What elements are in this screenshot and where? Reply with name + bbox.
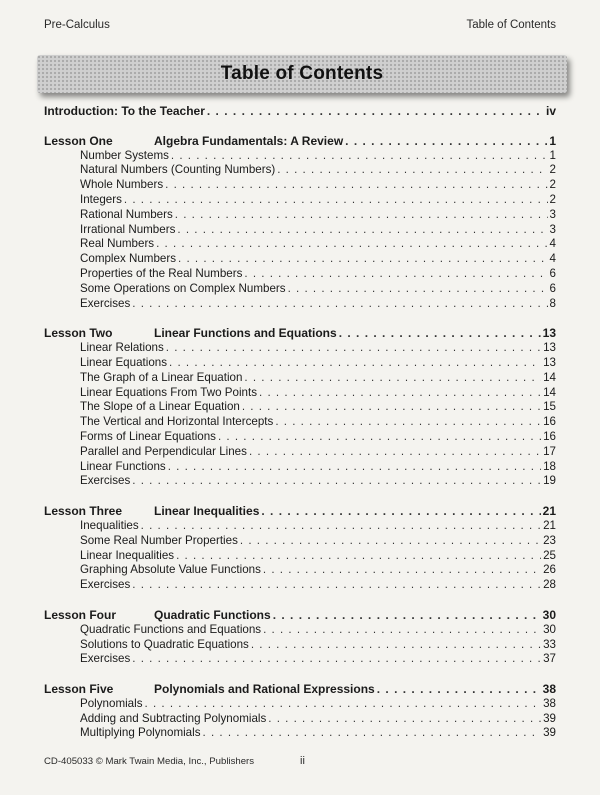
toc-topic-entry <box>44 415 556 430</box>
topic-page: 2 <box>549 192 556 206</box>
toc-topic-entry <box>44 578 556 593</box>
toc-topic-entry <box>44 149 556 164</box>
title-banner <box>37 55 567 93</box>
dot-leader <box>132 297 547 312</box>
dot-leader <box>145 697 542 712</box>
topic-page: 4 <box>549 237 556 251</box>
dot-leader <box>277 163 547 178</box>
topic-label: Exercises <box>80 474 131 488</box>
topic-page: 13 <box>543 341 556 355</box>
topic-page: 4 <box>549 252 556 266</box>
toc-topic-entry <box>44 519 556 534</box>
dot-leader <box>171 149 548 164</box>
intro-label: Introduction: To the Teacher <box>44 104 205 118</box>
header-right: Table of Contents <box>466 19 556 31</box>
footer-page-number: ii <box>300 755 305 767</box>
dot-leader <box>268 712 541 727</box>
toc-topic-entry <box>44 430 556 445</box>
toc-topic-entry <box>44 623 556 638</box>
topic-label: Linear Equations From Two Points <box>80 385 258 399</box>
topic-page: 2 <box>549 163 556 177</box>
header-left: Pre-Calculus <box>44 19 110 31</box>
dot-leader <box>132 578 541 593</box>
topic-page: 19 <box>543 474 556 488</box>
toc-topic-entry <box>44 371 556 386</box>
lesson-number: Lesson Five <box>44 682 114 697</box>
toc-topic-entry <box>44 193 556 208</box>
dot-leader <box>124 193 548 208</box>
page-title: Table of Contents <box>220 63 384 84</box>
topic-label: Quadratic Functions and Equations <box>80 622 262 636</box>
topic-page: 37 <box>543 652 556 666</box>
dot-leader <box>288 282 548 297</box>
lesson-page: 13 <box>542 326 556 341</box>
toc-topic-entry <box>44 445 556 460</box>
toc-topic-entry <box>44 400 556 415</box>
dot-leader <box>244 267 547 282</box>
toc-topic-entry <box>44 163 556 178</box>
topic-label: The Graph of a Linear Equation <box>80 370 243 384</box>
toc-topic-entry <box>44 549 556 564</box>
dot-leader <box>273 608 541 623</box>
section-gap <box>44 119 556 134</box>
dot-leader <box>176 549 541 564</box>
lesson-heading <box>44 608 271 623</box>
dot-leader <box>141 519 541 534</box>
topic-page: 6 <box>549 266 556 280</box>
topic-page: 8 <box>549 296 556 310</box>
topic-page: 16 <box>543 429 556 443</box>
topic-label: Some Real Number Properties <box>80 533 238 547</box>
dot-leader <box>178 252 548 267</box>
table-of-contents <box>44 104 556 741</box>
dot-leader <box>240 534 541 549</box>
toc-topic-entry <box>44 697 556 712</box>
dot-leader <box>259 386 541 401</box>
toc-topic-entry <box>44 341 556 356</box>
toc-topic-entry <box>44 474 556 489</box>
topic-label: Rational Numbers <box>80 207 173 221</box>
dot-leader <box>377 682 541 697</box>
topic-page: 28 <box>543 578 556 592</box>
toc-lesson-entry <box>44 134 556 149</box>
lesson-number: Lesson Four <box>44 607 117 622</box>
topic-page: 39 <box>543 726 556 740</box>
dot-leader <box>263 623 541 638</box>
topic-page: 30 <box>543 622 556 636</box>
topic-label: Parallel and Perpendicular Lines <box>80 444 247 458</box>
topic-label: Complex Numbers <box>80 252 176 266</box>
toc-topic-entry <box>44 563 556 578</box>
topic-label: Adding and Subtracting Polynomials <box>80 711 267 725</box>
toc-topic-entry <box>44 252 556 267</box>
toc-topic-entry <box>44 652 556 667</box>
section-gap <box>44 311 556 326</box>
toc-lesson-entry <box>44 608 556 623</box>
lesson-title: Linear Functions and Equations <box>154 326 337 341</box>
dot-leader <box>166 341 541 356</box>
topic-page: 33 <box>543 637 556 651</box>
toc-lesson-entry <box>44 682 556 697</box>
dot-leader <box>156 237 547 252</box>
dot-leader <box>244 371 541 386</box>
topic-label: Solutions to Quadratic Equations <box>80 637 249 651</box>
toc-topic-entry <box>44 712 556 727</box>
topic-page: 21 <box>543 518 556 532</box>
topic-label: Irrational Numbers <box>80 222 176 236</box>
dot-leader <box>242 400 541 415</box>
topic-page: 39 <box>543 711 556 725</box>
lesson-page: 38 <box>542 682 556 697</box>
toc-topic-entry <box>44 460 556 475</box>
footer-credit: CD-405033 © Mark Twain Media, Inc., Publishers <box>44 756 255 767</box>
lesson-heading <box>44 682 375 697</box>
topic-page: 1 <box>549 148 556 162</box>
dot-leader <box>165 178 547 193</box>
topic-page: 25 <box>543 548 556 562</box>
lesson-heading <box>44 134 343 149</box>
dot-leader <box>169 356 541 371</box>
topic-page: 2 <box>549 178 556 192</box>
topic-page: 17 <box>543 444 556 458</box>
topic-label: Exercises <box>80 578 131 592</box>
topic-label: Exercises <box>80 296 131 310</box>
topic-label: Real Numbers <box>80 237 155 251</box>
topic-label: Properties of the Real Numbers <box>80 266 243 280</box>
dot-leader <box>261 504 540 519</box>
lesson-title: Quadratic Functions <box>154 607 271 622</box>
topic-page: 26 <box>543 563 556 577</box>
dot-leader <box>132 474 541 489</box>
topic-page: 6 <box>549 281 556 295</box>
topic-page: 3 <box>549 207 556 221</box>
topic-label: Natural Numbers (Counting Numbers) <box>80 163 276 177</box>
section-gap <box>44 593 556 608</box>
lesson-page: 30 <box>542 607 556 622</box>
lesson-title: Polynomials and Rational Expressions <box>154 682 375 697</box>
lesson-page: 1 <box>549 133 556 148</box>
toc-topic-entry <box>44 726 556 741</box>
toc-topic-entry <box>44 297 556 312</box>
topic-label: Whole Numbers <box>80 178 164 192</box>
topic-label: Integers <box>80 192 122 206</box>
topic-label: Some Operations on Complex Numbers <box>80 281 286 295</box>
dot-leader <box>263 563 541 578</box>
section-gap <box>44 489 556 504</box>
toc-intro-entry <box>44 104 556 119</box>
section-gap <box>44 667 556 682</box>
intro-page: iv <box>545 104 556 118</box>
topic-page: 18 <box>543 459 556 473</box>
running-header <box>44 19 556 31</box>
topic-label: Multiplying Polynomials <box>80 726 201 740</box>
topic-page: 14 <box>543 385 556 399</box>
toc-lesson-entry <box>44 504 556 519</box>
lesson-number: Lesson One <box>44 133 113 148</box>
topic-page: 23 <box>543 533 556 547</box>
topic-page: 15 <box>543 400 556 414</box>
toc-topic-entry <box>44 638 556 653</box>
topic-page: 16 <box>543 415 556 429</box>
dot-leader <box>168 460 541 475</box>
topic-label: Polynomials <box>80 696 143 710</box>
dot-leader <box>345 134 547 149</box>
dot-leader <box>177 223 547 238</box>
topic-label: The Vertical and Horizontal Intercepts <box>80 415 274 429</box>
topic-label: Inequalities <box>80 518 139 532</box>
lesson-page: 21 <box>542 504 556 519</box>
topic-page: 13 <box>543 355 556 369</box>
toc-topic-entry <box>44 267 556 282</box>
toc-topic-entry <box>44 208 556 223</box>
toc-topic-entry <box>44 386 556 401</box>
lesson-number: Lesson Three <box>44 504 123 519</box>
toc-topic-entry <box>44 178 556 193</box>
topic-label: Linear Relations <box>80 341 164 355</box>
dot-leader <box>207 104 544 119</box>
lesson-title: Linear Inequalities <box>154 504 260 519</box>
topic-page: 38 <box>543 696 556 710</box>
topic-page: 3 <box>549 222 556 236</box>
topic-page: 14 <box>543 370 556 384</box>
dot-leader <box>249 445 541 460</box>
lesson-number: Lesson Two <box>44 326 113 341</box>
topic-label: The Slope of a Linear Equation <box>80 400 240 414</box>
topic-label: Linear Inequalities <box>80 548 175 562</box>
topic-label: Forms of Linear Equations <box>80 429 216 443</box>
lesson-heading <box>44 326 337 341</box>
dot-leader <box>132 652 541 667</box>
dot-leader <box>203 726 542 741</box>
lesson-heading <box>44 504 259 519</box>
toc-topic-entry <box>44 282 556 297</box>
toc-topic-entry <box>44 223 556 238</box>
dot-leader <box>175 208 548 223</box>
lesson-title: Algebra Fundamentals: A Review <box>154 133 344 148</box>
toc-lesson-entry <box>44 326 556 341</box>
topic-label: Number Systems <box>80 148 169 162</box>
toc-topic-entry <box>44 356 556 371</box>
page-footer <box>44 756 556 767</box>
toc-topic-entry <box>44 534 556 549</box>
dot-leader <box>339 326 541 341</box>
toc-topic-entry <box>44 237 556 252</box>
dot-leader <box>275 415 541 430</box>
topic-label: Linear Functions <box>80 459 166 473</box>
topic-label: Exercises <box>80 652 131 666</box>
topic-label: Linear Equations <box>80 355 168 369</box>
dot-leader <box>251 638 541 653</box>
topic-label: Graphing Absolute Value Functions <box>80 563 261 577</box>
dot-leader <box>218 430 541 445</box>
